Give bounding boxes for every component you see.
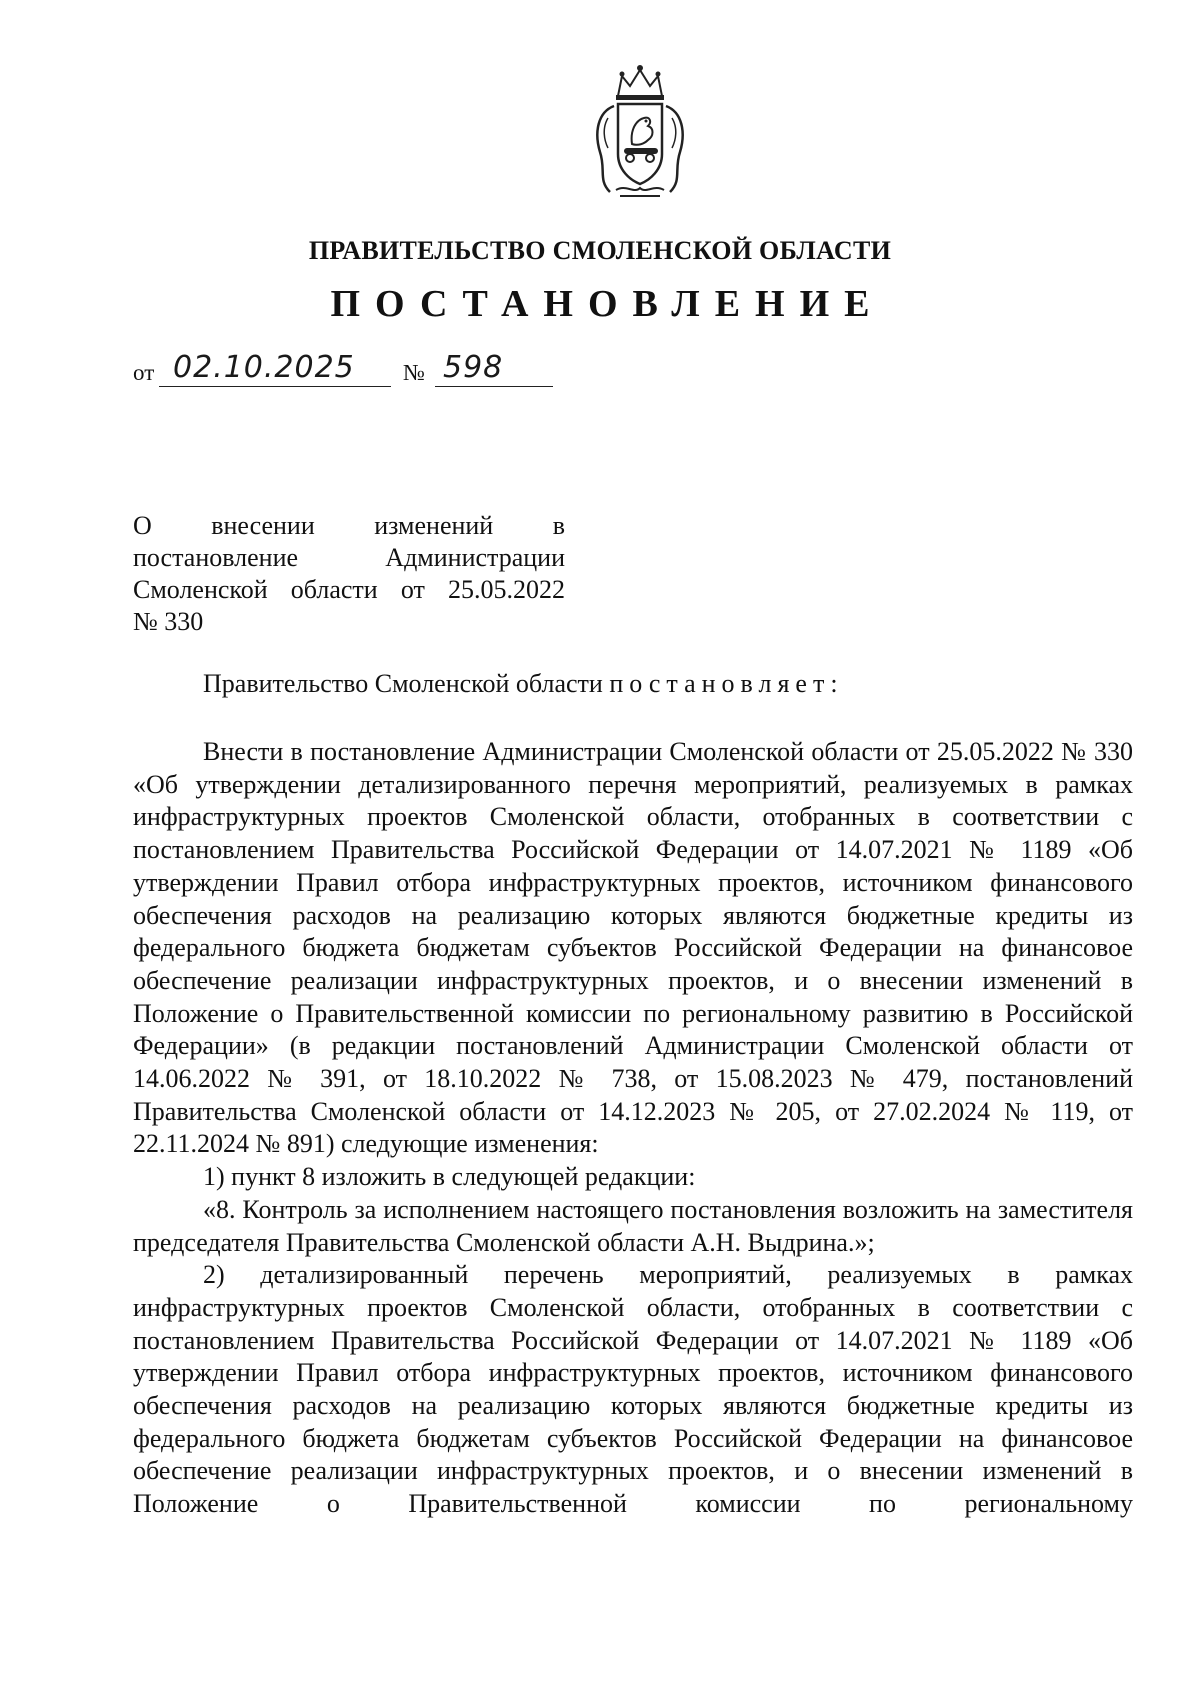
paragraph: 2) детализированный перечень мероприятий, реализуемых в рамках инфраструктурных проектов Смоленской области, отобранных в соответствии с постановлением Правительства Российской Федерации от 14.07.2021 № 1189 «Об утверждении Правил отбора инфраструктурных проектов, источником финансового обеспечения расходов на реализацию которых являются бюджетные кредиты из федерального бюджета бюджетам субъектов Российской Федерации на финансовое обеспечение реализации инфраструктурных проектов, и о внесении изменений в Положение о Правительственной комиссии по региональному (133, 1260, 1133, 1519)
document-number: 598 (443, 350, 504, 385)
number-underline (435, 386, 553, 387)
subject-line: постановление Администрации (133, 543, 565, 572)
subject-line: Смоленской области от 25.05.2022 (133, 575, 565, 604)
paragraph: Внести в постановление Администрации Смоленской области от 25.05.2022 № 330 «Об утверждении детализированного перечня мероприятий, реализуемых в рамках инфраструктурных проектов Смоленской области, отобранных в соответствии с постановлением Правительства Российской Федерации от 14.07.2021 № 1189 «Об утверждении Правил отбора инфраструктурных проектов, источником финансового обеспечения расходов на реализацию которых являются бюджетные кредиты из федерального бюджета бюджетам субъектов Российской Федерации на финансовое обеспечение реализации инфраструктурных проектов, и о внесении изменений в Положение о Правительственной комиссии по региональному развитию в Российской Федерации» (в редакции постановлений Администрации Смоленской области от 14.06.2022 № 391, от 18.10.2022 № 738, от 15.08.2023 № 479, постановлений Правительства Смоленской области от 14.12.2023 № 205, от 27.02.2024 № 119, от 22.11.2024 № 891) следующие изменения: (133, 737, 1133, 1159)
date-from-label: от (133, 360, 155, 385)
preamble (133, 668, 1133, 700)
preamble-verb: постановляет: (609, 669, 844, 698)
document-date: 02.10.2025 (173, 350, 355, 385)
smolensk-coat-of-arms-icon (580, 62, 700, 202)
subject-line: О внесении изменений в (133, 511, 565, 540)
document-type-title: ПОСТАНОВЛЕНИЕ (330, 283, 885, 325)
preamble-lead: Правительство Смоленской области (203, 669, 603, 698)
subject-line: № 330 (133, 607, 204, 636)
paragraph: «8. Контроль за исполнением настоящего постановления возложить на заместителя председателя Правительства Смоленской области А.Н. Выдрина.»; (133, 1194, 1133, 1257)
date-underline (159, 386, 391, 387)
government-name: ПРАВИТЕЛЬСТВО СМОЛЕНСКОЙ ОБЛАСТИ (308, 236, 892, 265)
document-body (133, 736, 1133, 1521)
date-number-line (133, 350, 733, 390)
paragraph: 1) пункт 8 изложить в следующей редакции: (203, 1162, 696, 1192)
number-label: № (403, 360, 425, 385)
document-subject (133, 510, 565, 638)
